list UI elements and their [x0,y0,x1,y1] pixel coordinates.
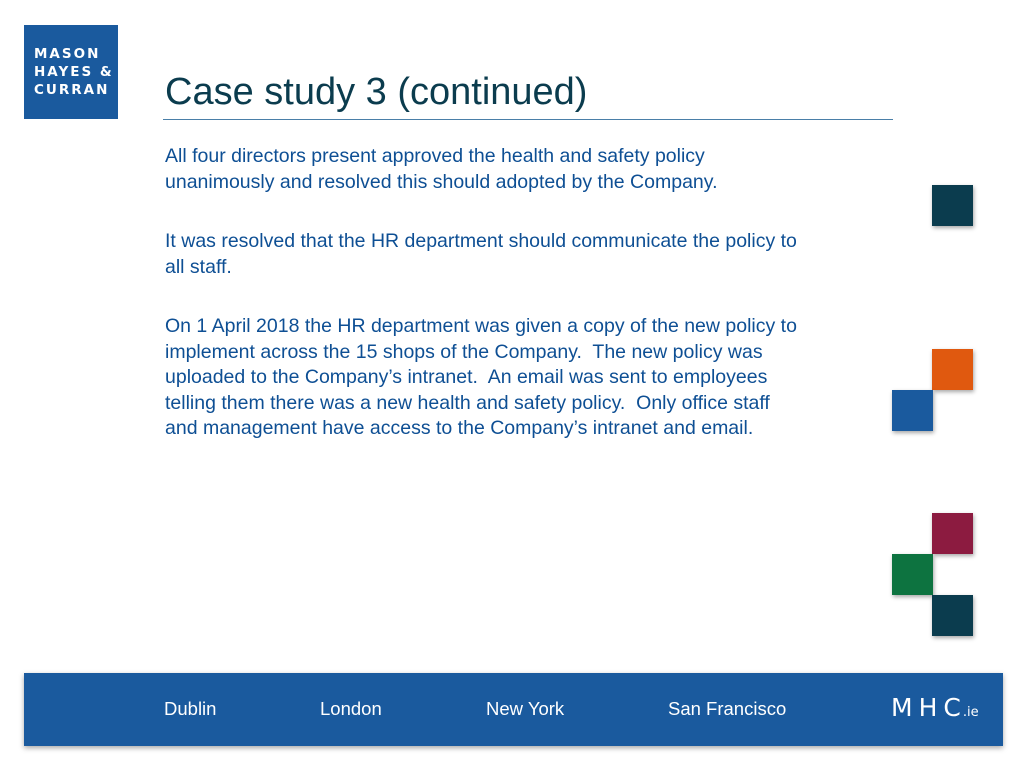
office-new-york: New York [486,698,565,719]
decor-square-navy-bottom [932,595,973,636]
decor-square-navy-top [932,185,973,226]
decor-square-blue [892,390,933,431]
decor-square-maroon [932,513,973,554]
decor-square-green [892,554,933,595]
logo-line-2: HAYES & [34,64,114,80]
paragraph-implementation: On 1 April 2018 the HR department was given a copy of the new policy to implement across the 15 shops of the Company. The new policy was uploaded to the Company’s intranet. An email was sent to employees telling them there was a new health and safety policy. Only office staff and management have access to the Company’s intranet and email. [165,315,797,439]
mhc-logo-text: MHC [891,693,967,722]
logo-line-1: MASON [34,46,101,62]
office-london: London [320,698,382,719]
office-dublin: Dublin [164,698,217,719]
footer-bar [24,673,1003,746]
slide-title: Case study 3 (continued) [165,71,588,113]
decor-square-orange [932,349,973,390]
title-divider [163,119,893,120]
slide-body [165,144,865,476]
logo-line-3: CURRAN [34,82,110,98]
mhc-logo [891,693,979,722]
paragraph-resolution: It was resolved that the HR department should communicate the policy to all staff. [165,230,797,278]
paragraph-approval: All four directors present approved the health and safety policy unanimously and resolved this should adopted by the Company. [165,145,718,193]
company-logo [24,25,118,119]
office-san-francisco: San Francisco [668,698,787,719]
mhc-logo-tld: .ie [962,705,979,720]
